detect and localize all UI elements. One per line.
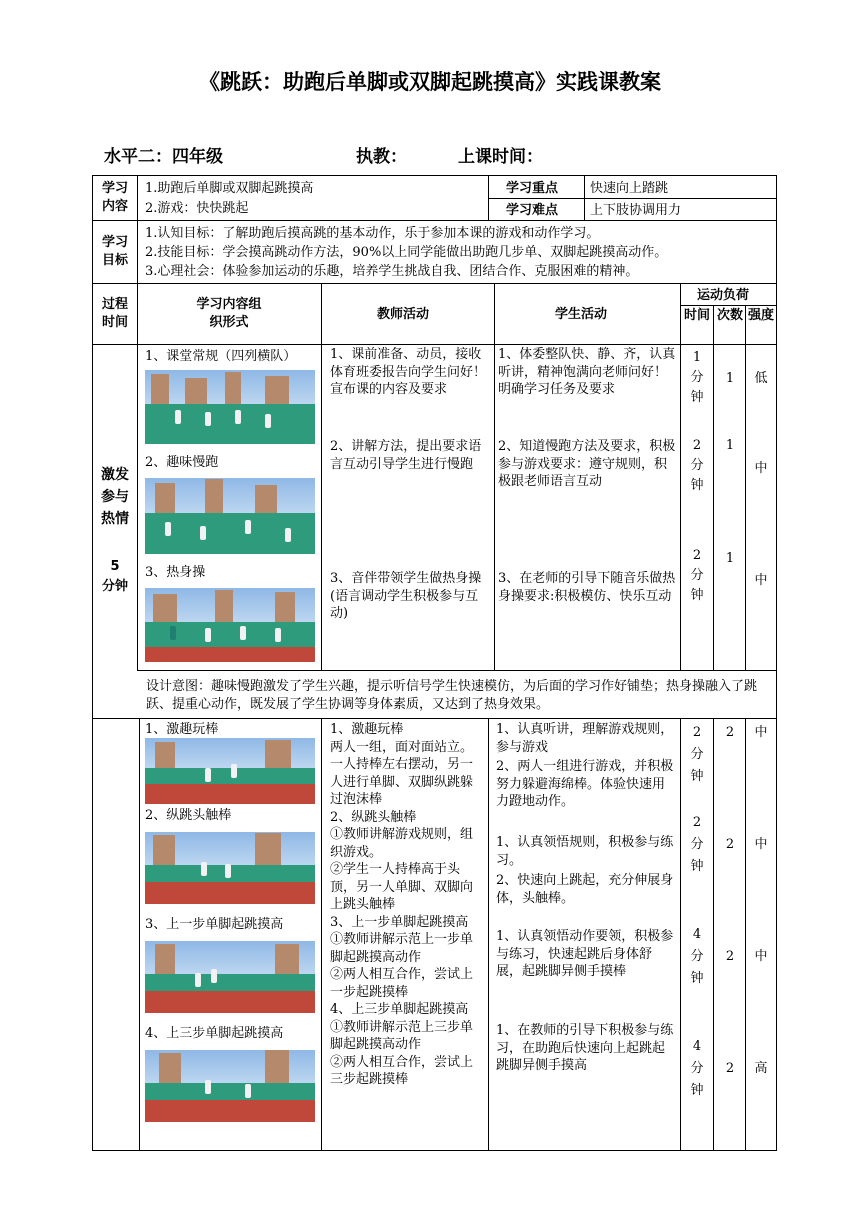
p2-teacher-line: ①教师讲解示范上三步单脚起跳摸高动作 — [330, 1019, 474, 1052]
header-student: 学生活动 — [555, 307, 608, 322]
p1-time-2: 2分钟 — [690, 438, 704, 493]
page-title: 《跳跃：助跑后单脚或双脚起跳摸高》实践课教案 — [199, 70, 661, 94]
class-time-label: 上课时间： — [458, 147, 543, 167]
photo-one-step — [145, 941, 315, 1013]
p1-design-intent: 设计意图：趣味慢跑激发了学生兴趣，提示听信号学生快速模仿，为后面的学习作好铺垫；热身操融入了跳跃、提重心动作，既发展了学生协调等身体素质，又达到了热身效果。 — [146, 679, 758, 712]
p2-teacher-line: 3、上一步单脚起跳摸高 — [330, 914, 469, 930]
p2-teacher-line: ②学生一人持棒高于头顶，另一人单脚、双脚向上跳头触棒 — [330, 862, 474, 912]
p2-count-4: 2 — [725, 1061, 735, 1076]
p1-intensity-1: 低 — [754, 371, 768, 386]
key-point-value: 快速向上踏跳 — [590, 181, 669, 196]
p2-count-1: 2 — [725, 725, 735, 740]
p2-teacher-line: ②两人相互合作，尝试上一步起跳摸棒 — [330, 967, 474, 1000]
key-point-label: 学习重点 — [506, 181, 559, 196]
header-teacher: 教师活动 — [377, 307, 430, 322]
p2-content-1: 1、激趣玩棒 — [145, 722, 219, 737]
p2-teacher-line: ②两人相互合作，尝试上三步起跳摸棒 — [330, 1054, 474, 1087]
photo-head-touch — [145, 832, 315, 904]
photo-warmup — [145, 588, 315, 662]
p1-teacher-3: 3、音伴带领学生做热身操(语言调动学生积极参与互动) — [330, 571, 482, 621]
p2-student-4: 2、快速向上跳起，充分伸展身体，头触棒。 — [496, 873, 674, 906]
p2-teacher-line: 两人一组，面对面站立。一人持棒左右摆动，另一人进行单脚、双脚纵跳躲过泡沫棒 — [330, 739, 474, 807]
p2-intensity-1: 中 — [754, 725, 768, 740]
header-intensity: 强度 — [748, 308, 775, 323]
p1-content-1: 1、课堂常规（四列横队） — [145, 349, 297, 364]
p2-teacher-activities — [330, 721, 482, 1089]
p1-intensity-2: 中 — [754, 461, 768, 476]
p2-teacher-line: ①教师讲解示范上一步单脚起跳摸高动作 — [330, 932, 474, 965]
grade-level: 水平二：四年级 — [104, 147, 223, 167]
p2-time-1: 2分钟 — [690, 725, 704, 784]
p2-intensity-4: 高 — [754, 1061, 768, 1076]
p2-count-3: 2 — [725, 949, 735, 964]
p1-student-3: 3、在老师的引导下随音乐做热身操要求:积极模仿、快乐互动 — [498, 571, 676, 604]
p1-content-3: 3、热身操 — [145, 565, 206, 580]
p1-content-2: 2、趣味慢跑 — [145, 455, 219, 470]
part1-minutes: 5 — [110, 559, 120, 574]
p2-time-2: 2分钟 — [690, 815, 704, 874]
p2-count-2: 2 — [725, 837, 735, 852]
p1-student-2: 2、知道慢跑方法及要求，积极参与游戏要求：遵守规则，积极跟老师语言互动 — [498, 439, 676, 489]
p2-teacher-line: 2、纵跳头触棒 — [330, 809, 417, 825]
p2-time-3: 4分钟 — [690, 927, 704, 986]
p2-teacher-line: ①教师讲解游戏规则，组织游戏。 — [330, 827, 474, 860]
goal-cognitive: 1.认知目标：了解助跑后摸高跳的基本动作，乐于参加本课的游戏和动作学习。 — [145, 226, 600, 241]
p2-intensity-2: 中 — [754, 837, 768, 852]
teacher-label: 执教： — [356, 147, 407, 167]
p1-count-2: 1 — [725, 438, 735, 453]
goals-label: 学习目标 — [101, 235, 128, 268]
header-content: 学习内容组织形式 — [196, 297, 262, 330]
p1-time-3: 2分钟 — [690, 548, 704, 603]
p1-teacher-1: 1、课前准备、动员，接收体育班委报告向学生问好！宣布课的内容及要求 — [330, 347, 487, 397]
header-load: 运动负荷 — [697, 288, 750, 303]
p2-teacher-line: 1、激趣玩棒 — [330, 722, 404, 737]
photo-stick-play — [145, 738, 315, 804]
goal-psychology: 3.心理社会：体验参加运动的乐趣，培养学生挑战自我、团结合作、克服困难的精神。 — [145, 264, 639, 279]
p2-student-6: 1、在教师的引导下积极参与练习，在助跑后快速向上起跳起跳脚异侧手摸高 — [496, 1023, 674, 1073]
p2-student-1: 1、认真听讲，理解游戏规则，参与游戏 — [496, 722, 674, 755]
p2-teacher-line: 4、上三步单脚起跳摸高 — [330, 1002, 469, 1017]
header-process: 过程时间 — [101, 297, 128, 330]
p2-content-2: 2、纵跳头触棒 — [145, 808, 232, 823]
p1-time-1: 1分钟 — [690, 350, 704, 405]
difficulty-label: 学习难点 — [506, 203, 559, 218]
p2-intensity-3: 中 — [754, 949, 768, 964]
study-label: 学习内容 — [101, 181, 128, 214]
p1-intensity-3: 中 — [754, 573, 768, 588]
photo-fun-jog — [145, 478, 315, 554]
part1-unit: 分钟 — [101, 579, 128, 594]
study-item-2: 2.游戏：快快跳起 — [145, 201, 249, 216]
photo-class-routine — [145, 370, 315, 444]
p2-time-4: 4分钟 — [690, 1039, 704, 1098]
photo-three-step — [145, 1050, 315, 1122]
header-time: 时间 — [683, 308, 710, 323]
p1-student-1: 1、体委整队快、静、齐，认真听讲，精神饱满向老师问好！明确学习任务及要求 — [498, 347, 676, 397]
part1-name: 激发参与热情 — [101, 467, 129, 527]
goal-skill: 2.技能目标：学会摸高跳动作方法，90%以上同学能做出助跑几步单、双脚起跳摸高动作。 — [145, 245, 668, 260]
p2-content-3: 3、上一步单脚起跳摸高 — [145, 917, 284, 932]
header-count: 次数 — [716, 308, 743, 323]
p1-count-3: 1 — [725, 551, 735, 566]
p2-student-5: 1、认真领悟动作要领，积极参与练习，快速起跳后身体舒展，起跳脚异侧手摸棒 — [496, 929, 674, 979]
p2-student-2: 2、两人一组进行游戏，并积极努力躲避海绵棒。体验快速用力蹬地动作。 — [496, 759, 674, 809]
difficulty-value: 上下肢协调用力 — [590, 203, 682, 218]
p1-count-1: 1 — [725, 371, 735, 386]
p1-teacher-2: 2、讲解方法，提出要求语言互动引导学生进行慢跑 — [330, 439, 482, 472]
study-item-1: 1.助跑后单脚或双脚起跳摸高 — [145, 181, 314, 196]
p2-student-3: 1、认真领悟规则，积极参与练习。 — [496, 835, 674, 868]
p2-content-4: 4、上三步单脚起跳摸高 — [145, 1026, 284, 1041]
